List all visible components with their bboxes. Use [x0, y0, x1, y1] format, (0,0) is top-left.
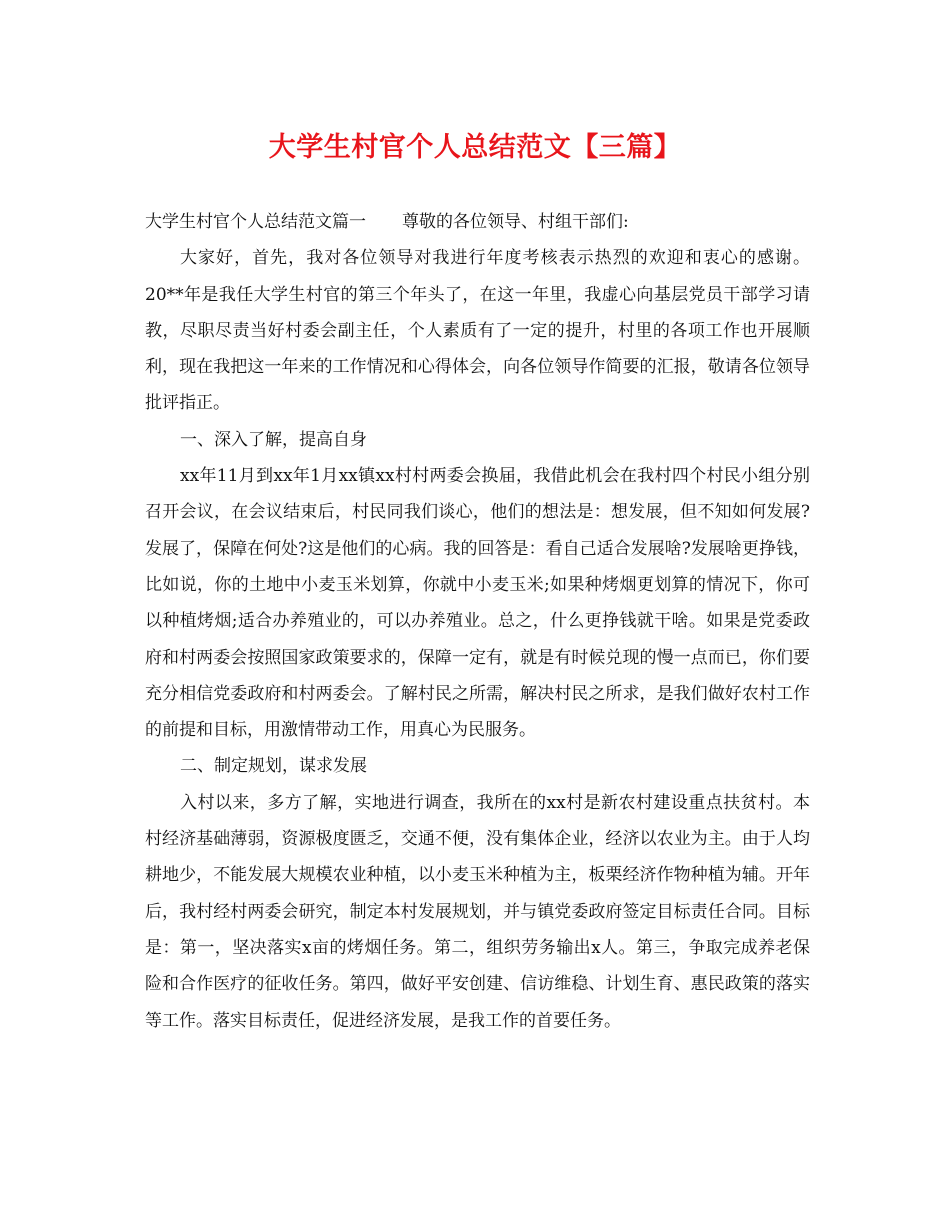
paragraph-section-1: xx年11月到xx年1月xx镇xx村村两委会换届，我借此机会在我村四个村民小组分别召开会议，在会议结束后，村民同我们谈心，他们的想法是：想发展，但不知如何发展?发展了，保障在何处?这是他们的心病。我的回答是：看自己适合发展啥?发展啥更挣钱，比如说，你的土地中小麦玉米划算，你就中小麦玉米;如果种烤烟更划算的情况下，你可以种植烤烟;适合办养殖业的，可以办养殖业。总之，什么更挣钱就干啥。如果是党委政府和村两委会按照国家政策要求的，保障一定有，就是有时候兑现的慢一点而已，你们要充分相信党委政府和村两委会。了解村民之所需，解决村民之所求，是我们做好农村工作的前提和目标，用激情带动工作，用真心为民服务。	[145, 466, 810, 741]
paragraph-opening: 大家好，首先，我对各位领导对我进行年度考核表示热烈的欢迎和衷心的感谢。20**年是我任大学生村官的第三个年头了，在这一年里，我虚心向基层党员干部学习请教，尽职尽责当好村委会副主任，个人素质有了一定的提升，村里的各项工作也开展顺利，现在我把这一年来的工作情况和心得体会，向各位领导作简要的汇报，敬请各位领导批评指正。	[145, 248, 810, 414]
section-heading-1: 一、深入了解，提高自身	[180, 429, 367, 450]
document-body	[145, 204, 810, 1039]
intro-heading: 大学生村官个人总结范文篇一	[145, 212, 366, 232]
paragraph-section-2: 入村以来，多方了解，实地进行调查，我所在的xx村是新农村建设重点扶贫村。本村经济基础薄弱，资源极度匮乏，交通不便，没有集体企业，经济以农业为主。由于人均耕地少，不能发展大规模农业种植，以小麦玉米种植为主，板栗经济作物种植为辅。开年后，我村经村两委会研究，制定本村发展规划，并与镇党委政府签定目标责任合同。目标是：第一，坚决落实x亩的烤烟任务。第二，组织劳务输出x人。第三，争取完成养老保险和合作医疗的征收任务。第四，做好平安创建、信访维稳、计划生育、惠民政策的落实等工作。落实目标责任，促进经济发展，是我工作的首要任务。	[145, 792, 810, 1031]
intro-line	[145, 204, 810, 240]
section-heading-2: 二、制定规划，谋求发展	[180, 756, 367, 777]
document-title: 大学生村官个人总结范文【三篇】	[268, 132, 682, 163]
salutation: 尊敬的各位领导、村组干部们:	[402, 212, 629, 232]
